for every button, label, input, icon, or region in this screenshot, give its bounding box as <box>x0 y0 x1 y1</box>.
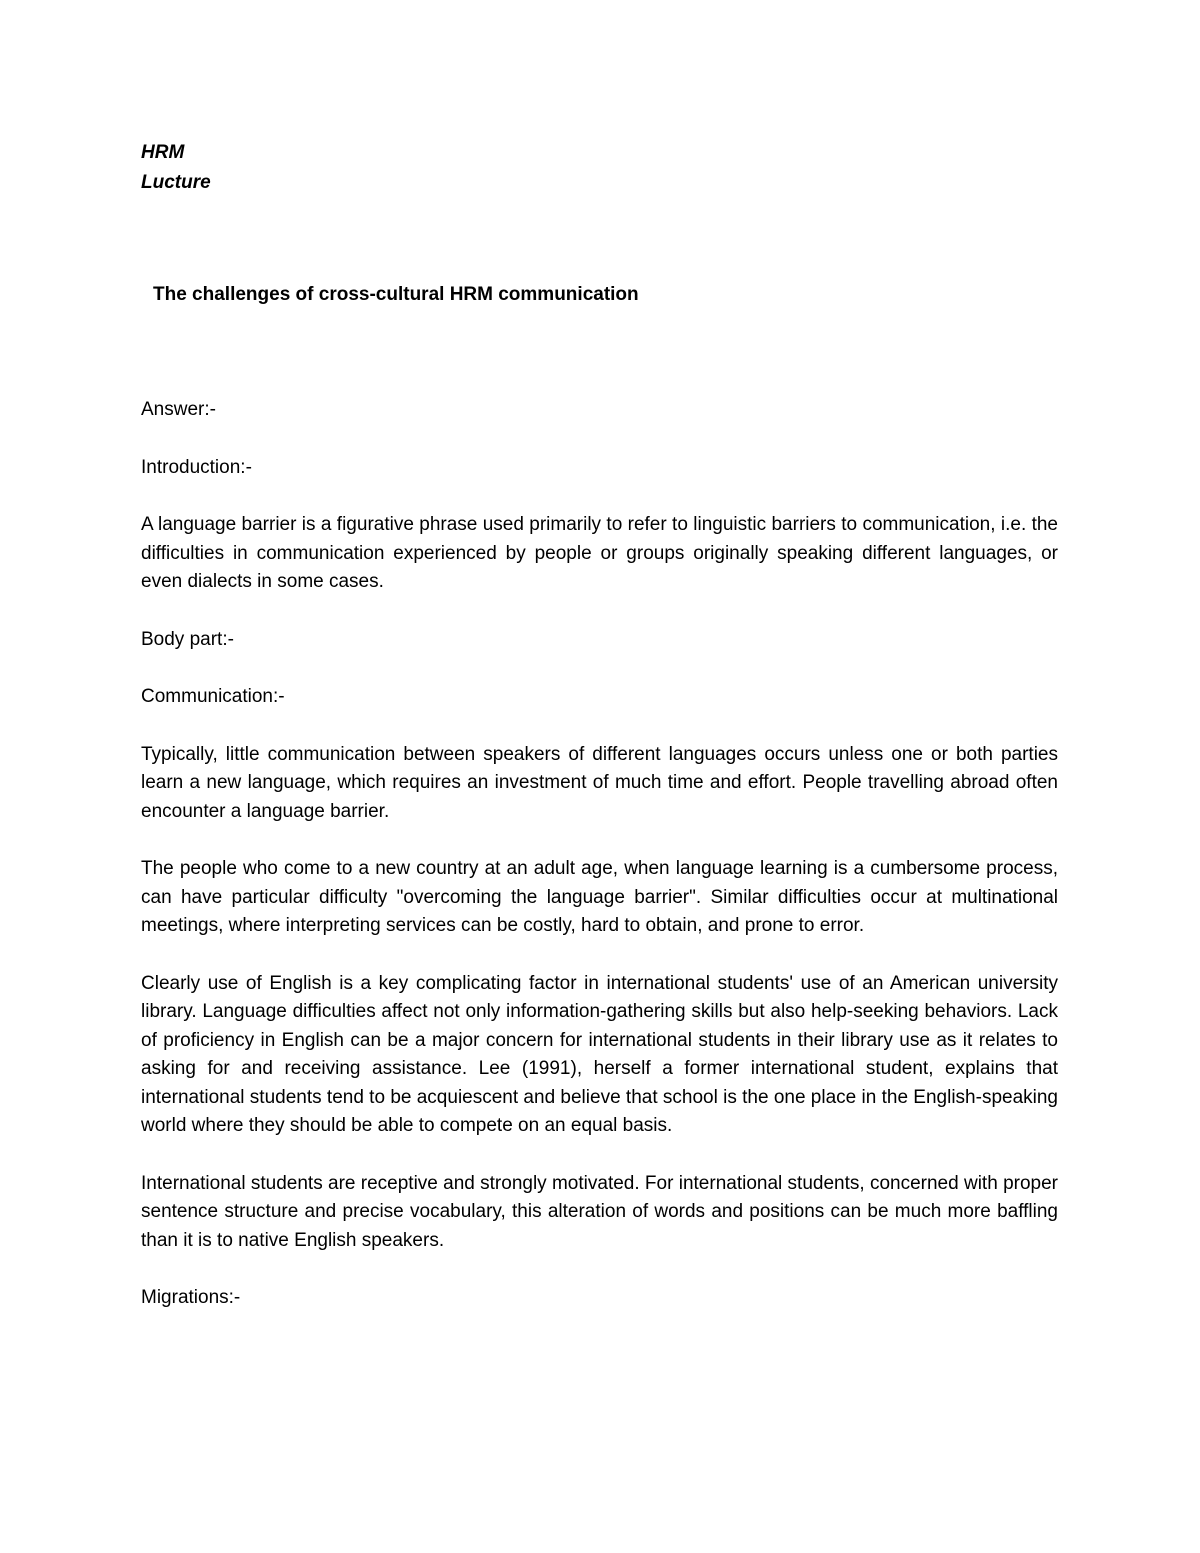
communication-paragraph-1: Typically, little communication between speakers of different languages occurs unless one or both parties learn a new language, which requires an investment of much time and effort. People travelling abroad often encounter a language barrier. <box>141 743 1058 822</box>
communication-paragraph-3: Clearly use of English is a key complicating factor in international students' use of an American university library. Language difficulties affect not only information-gathering skills but also help-seeking behaviors. Lack of proficiency in English can be a major concern for international students in their library use as it relates to asking for and receiving assistance. Lee (1991), herself a former international student, explains that international students tend to be acquiescent and believe that school is the one place in the English-speaking world where they should be able to compete on an equal basis. <box>141 972 1058 1136</box>
answer-label: Answer:- <box>141 399 216 420</box>
header-course: HRM <box>141 142 185 163</box>
document-body <box>141 138 1058 1313</box>
document-title: The challenges of cross-cultural HRM communication <box>153 284 639 305</box>
header-type: Lucture <box>141 172 211 193</box>
body-part-heading: Body part:- <box>141 628 234 650</box>
introduction-paragraph: A language barrier is a figurative phrase used primarily to refer to linguistic barriers to communication, i.e. the difficulties in communication experienced by people or groups originally speaking different languages, or even dialects in some cases. <box>141 514 1058 592</box>
migrations-heading: Migrations:- <box>141 1287 241 1308</box>
communication-paragraph-2: The people who come to a new country at an adult age, when language learning is a cumbersome process, can have particular difficulty "overcoming the language barrier". Similar difficulties occur at multinational meetings, where interpreting services can be costly, hard to obtain, and prone to error. <box>141 858 1058 936</box>
introduction-heading: Introduction:- <box>141 456 252 478</box>
communication-paragraph-4: International students are receptive and strongly motivated. For international students, concerned with proper sentence structure and precise vocabulary, this alteration of words and positions can be much more baffling than it is to native English speakers. <box>141 1172 1058 1251</box>
communication-heading: Communication:- <box>141 686 285 707</box>
